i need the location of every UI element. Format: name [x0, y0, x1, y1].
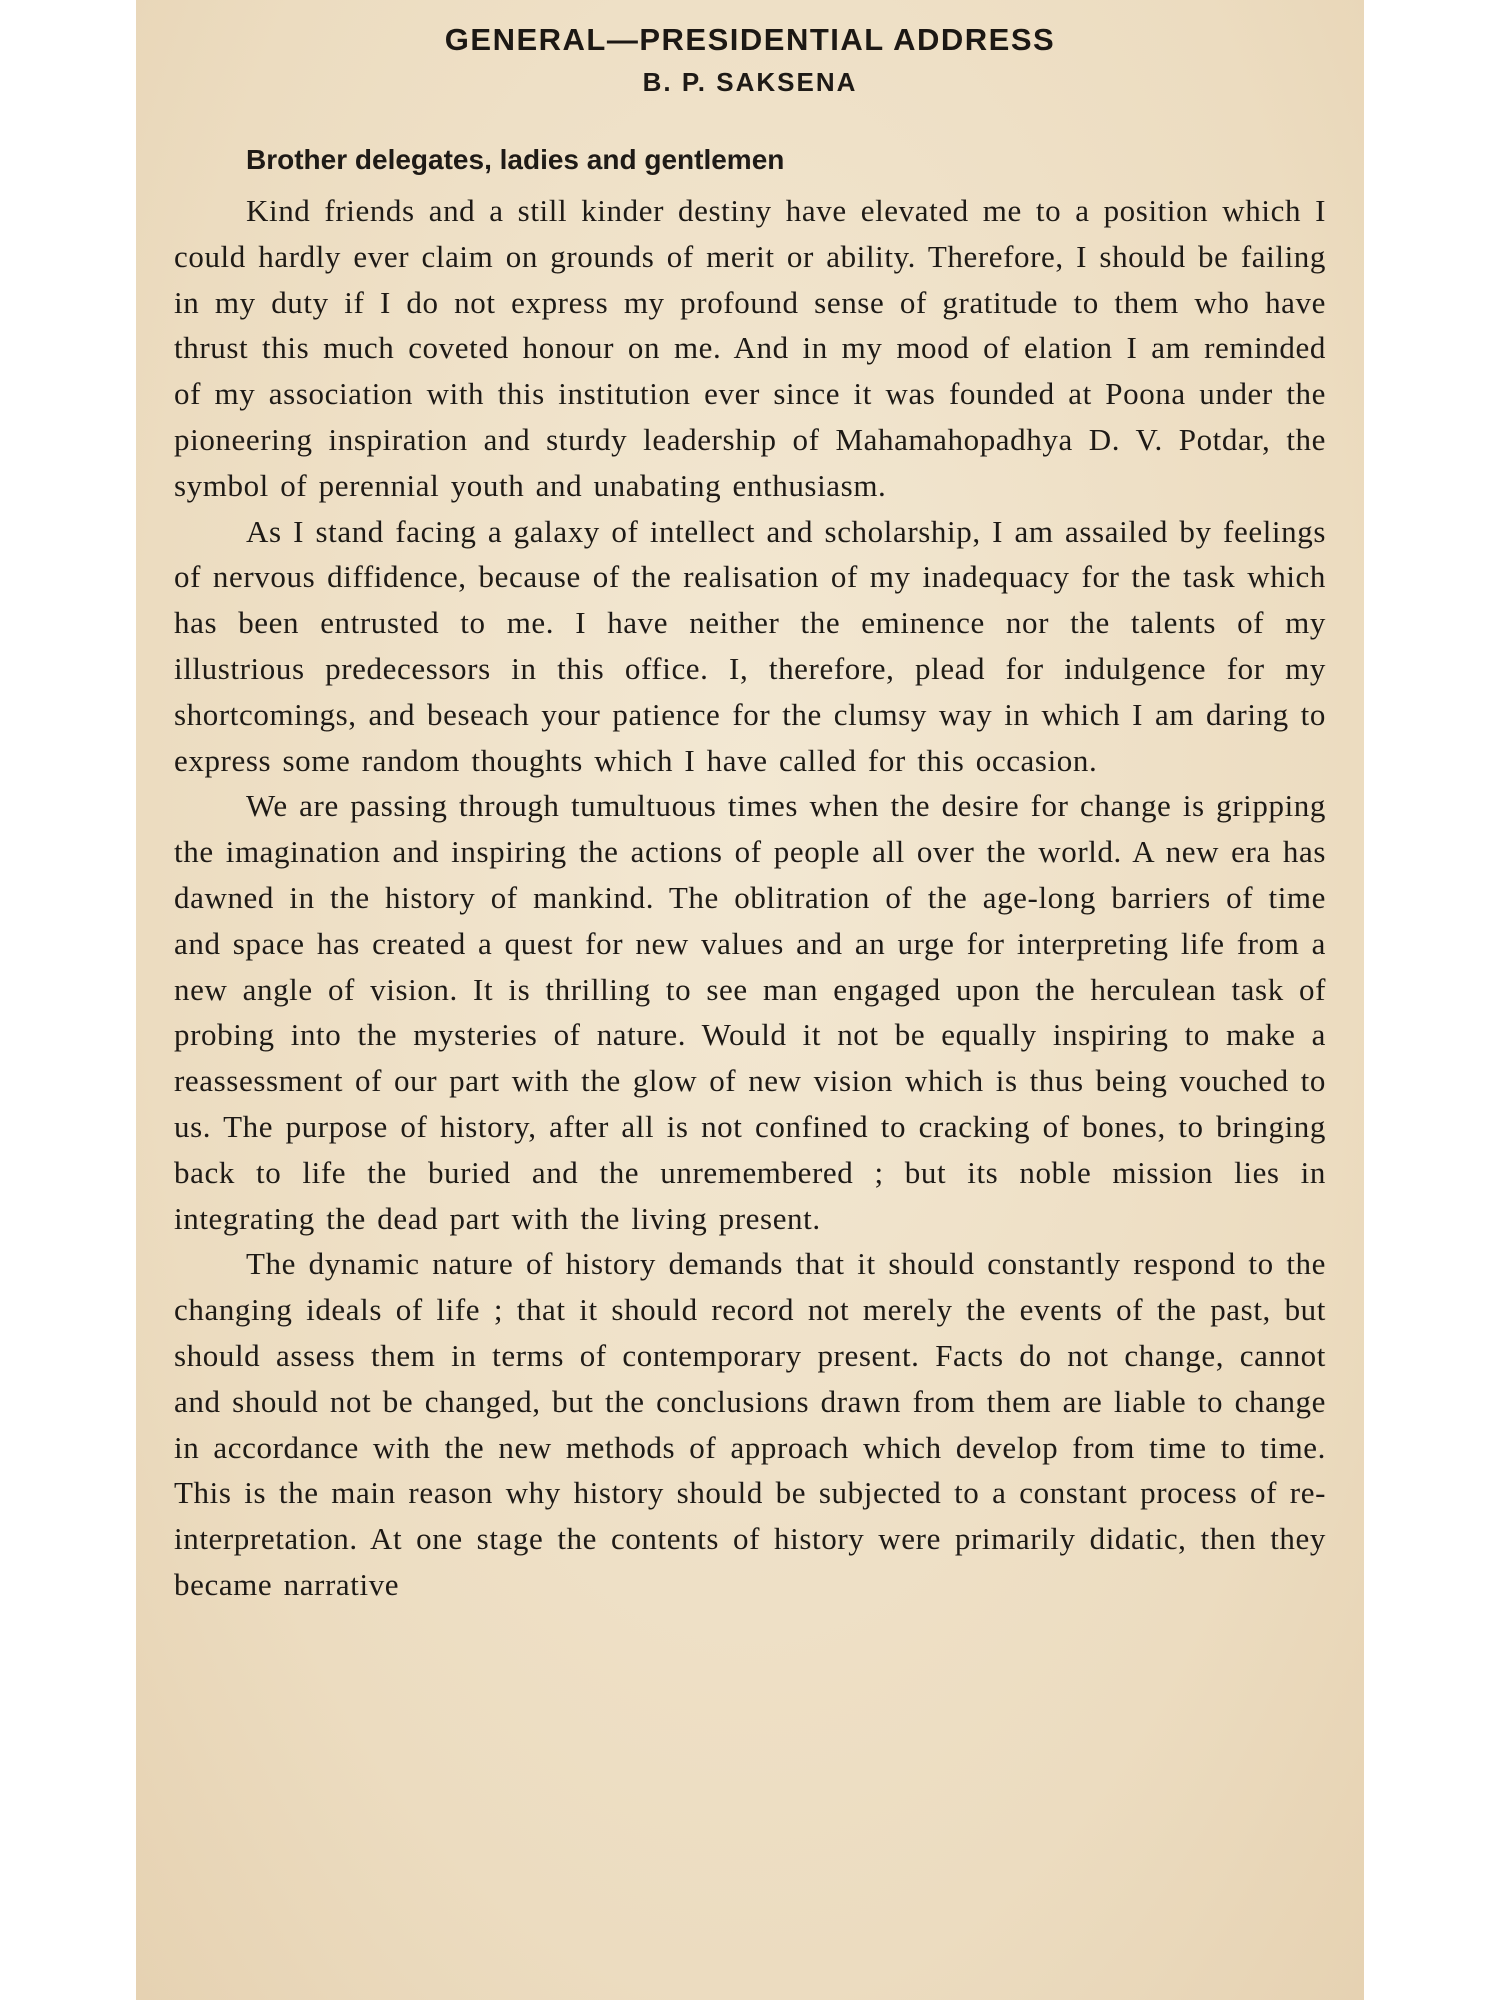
- paragraph-1: Kind friends and a still kinder destiny have elevated me to a position which I could hardly ever claim on grounds of merit or ability. Therefore, I should be failing in my duty if I do not express my profound sense of gratitude to them who have thrust this much coveted honour on me. And in my mood of elation I am reminded of my association with this institution ever since it was founded at Poona under the pioneering inspiration and sturdy leadership of Mahamahopadhya D. V. Potdar, the symbol of perennial youth and unabating enthusiasm.: [174, 193, 1326, 503]
- salutation-heading: Brother delegates, ladies and gentlemen: [246, 144, 785, 175]
- author-name: B. P. SAKSENA: [642, 67, 858, 97]
- book-page: [136, 0, 1364, 2000]
- page-title: GENERAL—PRESIDENTIAL ADDRESS: [444, 22, 1056, 57]
- paragraph-4: The dynamic nature of history demands that it should constantly respond to the changing ideals of life ; that it should record not merely the events of the past, but should assess them in terms of contemporary present. Facts do not change, cannot and should not be changed, but the conclusions drawn from them are liable to change in accordance with the new methods of approach which develop from time to time. This is the main reason why history should be subjected to a constant process of re-interpretation. At one stage the contents of history were primarily didatic, then they became narrative: [174, 1246, 1326, 1602]
- paragraph-2: As I stand facing a galaxy of intellect and scholarship, I am assailed by feelings of nervous diffidence, because of the realisation of my inadequacy for the task which has been entrusted to me. I have neither the eminence nor the talents of my illustrious predecessors in this office. I, therefore, plead for indulgence for my shortcomings, and beseach your patience for the clumsy way in which I am daring to express some random thoughts which I have called for this occasion.: [174, 513, 1326, 778]
- paragraph-3: We are passing through tumultuous times when the desire for change is gripping the imagination and inspiring the actions of people all over the world. A new era has dawned in the history of mankind. The oblitration of the age-long barriers of time and space has created a quest for new values and an urge for interpreting life from a new angle of vision. It is thrilling to see man engaged upon the herculean task of probing into the mysteries of nature. Would it not be equally inspiring to make a reassessment of our part with the glow of new vision which is thus being vouched to us. The purpose of history, after all is not confined to cracking of bones, to bringing back to life the buried and the unremembered ; but its noble mission lies in integrating the dead part with the living present.: [174, 788, 1326, 1236]
